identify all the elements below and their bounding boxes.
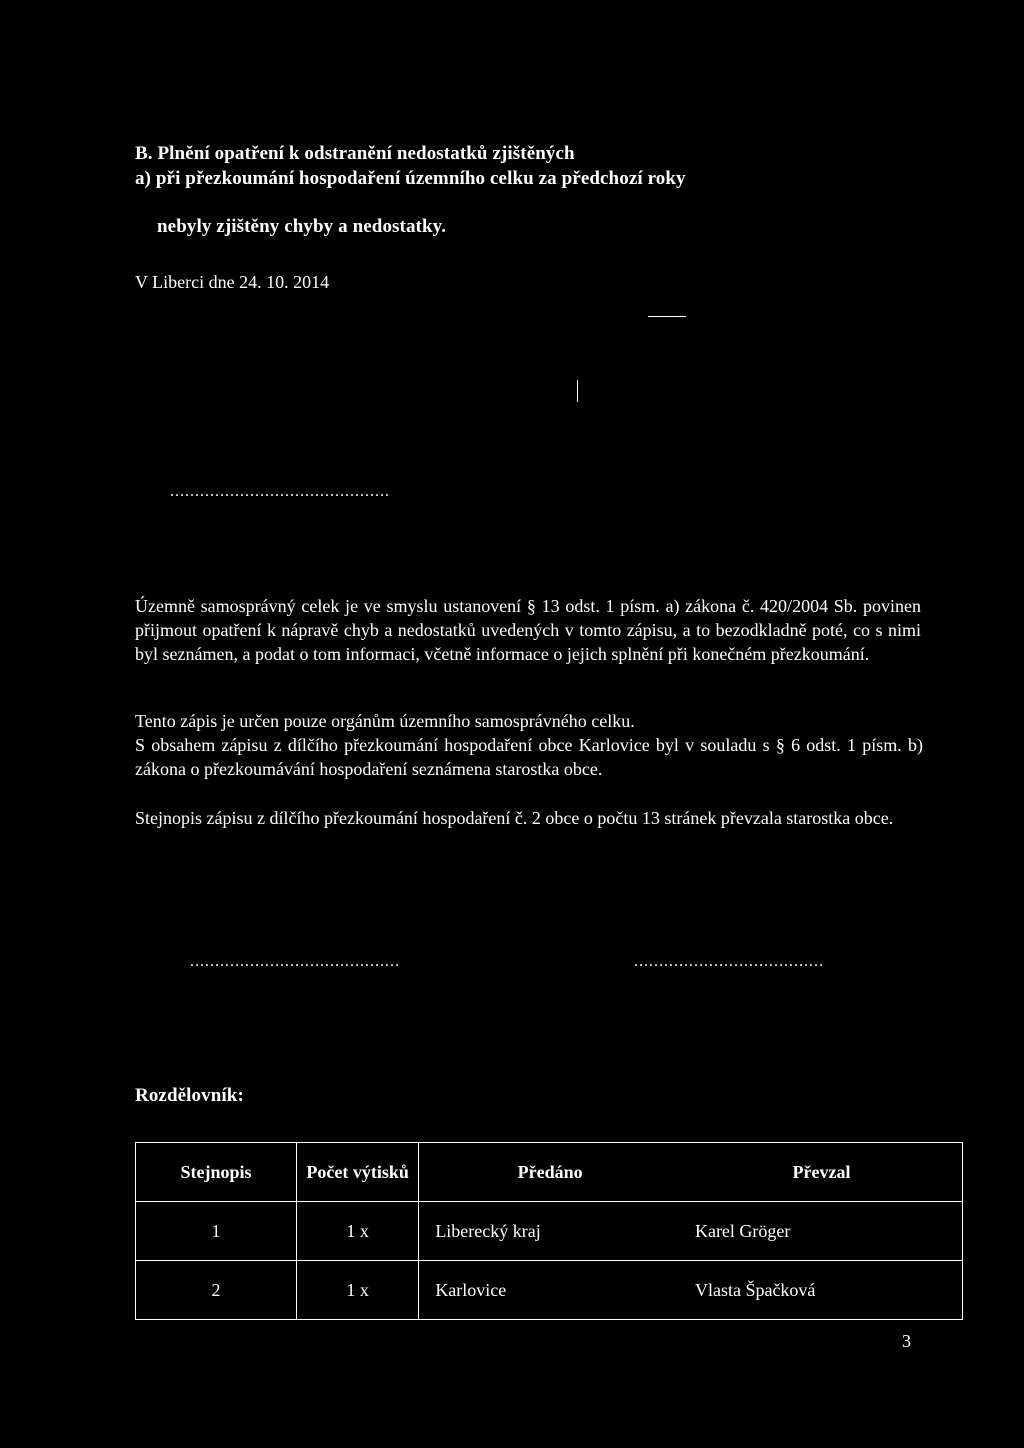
table-cell: 1 x xyxy=(297,1261,419,1320)
copy-received-paragraph: Stejnopis zápisu z dílčího přezkoumání hospodaření č. 2 obce o počtu 13 stránek převzala starostka obce. xyxy=(135,808,894,828)
column-header: Převzal xyxy=(681,1143,963,1202)
signature-line: ............................................ xyxy=(170,483,390,500)
table-row xyxy=(136,1261,963,1320)
table-header-row xyxy=(136,1143,963,1202)
finding-text: nebyly zjištěny chyby a nedostatky. xyxy=(157,216,447,237)
column-header: Stejnopis xyxy=(136,1143,297,1202)
table-cell: Karel Gröger xyxy=(681,1202,963,1261)
signature-stroke-mark xyxy=(577,380,578,402)
table-row xyxy=(136,1202,963,1261)
intended-for-paragraph: Tento zápis je určen pouze orgánům územního samosprávného celku. xyxy=(135,711,635,731)
signature-line-right: ...................................... xyxy=(634,953,824,970)
table-cell: Liberecký kraj xyxy=(419,1202,681,1261)
page-number: 3 xyxy=(902,1331,911,1351)
obligation-paragraph: Územně samosprávný celek je ve smyslu ustanovení § 13 odst. 1 písm. a) zákona č. 420/2004 Sb. povinen přijmout opatření k nápravě chyb a nedostatků uvedených v tomto zápisu, a to bezodkladně poté, co s nimi byl seznámen, a podat o tom informaci, včetně informace o jejich splnění při konečném přezkoumání. xyxy=(135,596,921,664)
section-heading-line2: a) při přezkoumání hospodaření územního celku za předchozí roky xyxy=(135,168,686,189)
table-cell: Vlasta Špačková xyxy=(681,1261,963,1320)
column-header: Počet výtisků xyxy=(297,1143,419,1202)
distribution-title: Rozdělovník: xyxy=(135,1085,244,1106)
table-cell: 1 xyxy=(136,1202,297,1261)
signature-line-left: .......................................... xyxy=(190,953,400,970)
table-cell: Karlovice xyxy=(419,1261,681,1320)
column-header: Předáno xyxy=(419,1143,681,1202)
distribution-table xyxy=(135,1142,963,1320)
acquainted-paragraph: S obsahem zápisu z dílčího přezkoumání hospodaření obce Karlovice byl v souladu s § 6 odst. 1 písm. b) zákona o přezkoumávání hospodaření seznámena starostka obce. xyxy=(135,735,923,779)
table-cell: 2 xyxy=(136,1261,297,1320)
table-cell: 1 x xyxy=(297,1202,419,1261)
section-heading-line1: B. Plnění opatření k odstranění nedostatků zjištěných xyxy=(135,143,575,164)
place-date: V Liberci dne 24. 10. 2014 xyxy=(135,272,330,292)
signature-stroke-mark xyxy=(648,316,686,317)
